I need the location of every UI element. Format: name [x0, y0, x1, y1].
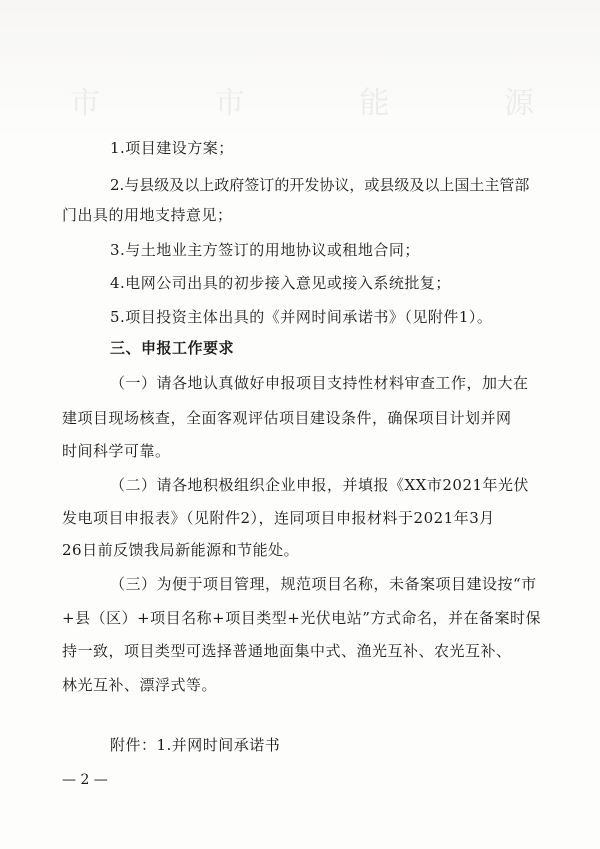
bleed-char: 能	[359, 86, 396, 121]
paragraph-line: +县（区）+项目名称+项目类型+光伏电站”方式命名，并在备案时保	[62, 609, 541, 627]
bleed-through-header	[0, 0, 600, 140]
list-item-text: 2.与县级及以上政府签订的开发协议，或县级及以上国土主管部	[110, 176, 530, 194]
page-number: — 2 —	[62, 772, 108, 788]
list-item: 3.与土地业主方签订的用地协议或租地合同；	[110, 241, 420, 259]
bleed-char: 市	[70, 86, 106, 121]
paragraph-line: 时间科学可靠。	[62, 442, 171, 460]
paragraph-line: （二）请各地积极组织企业申报，并填报《XX市2021年光伏	[110, 476, 530, 494]
paragraph-line: 发电项目申报表》（见附件2），连同项目申报材料于2021年3月	[62, 509, 495, 527]
paragraph-line: 26日前反馈我局新能源和节能处。	[62, 541, 300, 559]
paragraph-line: （三）为便于项目管理，规范项目名称，未备案项目建设按“市	[110, 575, 537, 593]
bleed-char: 源	[503, 86, 540, 121]
bleed-char: 市	[214, 86, 251, 121]
paragraph-line: 持一致，项目类型可选择普通地面集中式、渔光互补、农光互补、	[62, 642, 512, 660]
paragraph-line: （一）请各地认真做好申报项目支持性材料审查工作，加大在	[110, 374, 529, 392]
attachment-note: 附件：1.并网时间承诺书	[110, 736, 281, 754]
list-item: 1.项目建设方案；	[110, 139, 234, 157]
list-item: 5.项目投资主体出具的《并网时间承诺书》（见附件1）。	[110, 308, 493, 326]
list-item-continuation: 门出具的用地支持意见；	[62, 206, 233, 224]
bleed-through-text	[70, 78, 540, 122]
paragraph-line: 林光互补、漂浮式等。	[62, 676, 218, 694]
list-item	[110, 175, 543, 195]
paragraph-line: 建项目现场核查，全面客观评估项目建设条件，确保项目计划并网	[62, 409, 512, 427]
section-heading: 三、申报工作要求	[110, 339, 235, 357]
list-item: 4.电网公司出具的初步接入意见或接入系统批复；	[110, 274, 451, 292]
